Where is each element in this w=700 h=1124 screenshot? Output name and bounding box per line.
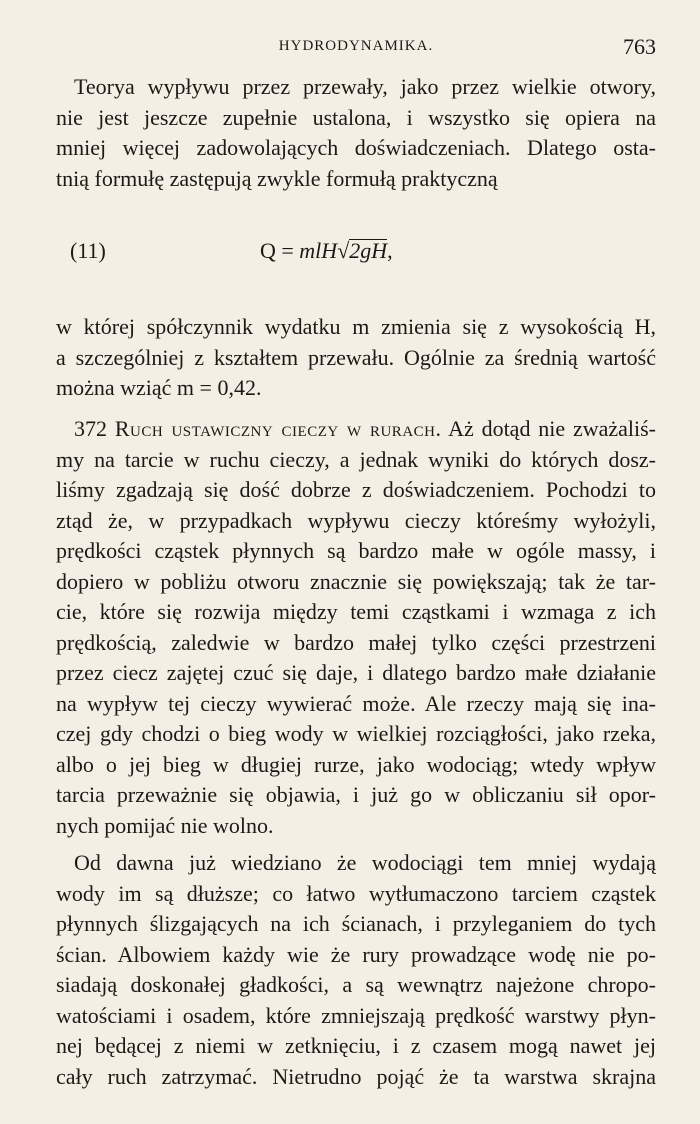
page-number: 763 bbox=[623, 34, 656, 59]
text-line: Teorya wypływu przez przewały, jako przez wielkie otwory, bbox=[74, 74, 656, 99]
text-line: dopiero w pobliżu otworu znacznie się powiększają; tak że tar- bbox=[56, 568, 656, 594]
formula-radicand-text: 2gH bbox=[349, 238, 388, 263]
text-line: my na tarcie w ruchu cieczy, a jednak wyniki do których dosz- bbox=[56, 446, 656, 472]
sqrt-sign: √ bbox=[337, 238, 350, 263]
text-line: tnią formułę zastępują zwykle formułą praktyczną bbox=[56, 165, 498, 191]
sqrt-radicand bbox=[349, 239, 387, 262]
text-line: nej będącej z niemi w zetknięciu, i z czasem mogą nawet jej bbox=[56, 1033, 656, 1058]
text-line: nych pomijać nie wolno. bbox=[56, 812, 274, 838]
formula-trailing: , bbox=[387, 238, 393, 263]
text-line: watościami i osadem, które zmniejszają prędkość warstwy płyn- bbox=[56, 1002, 656, 1028]
text-line: prędkości cząstek płynnych są bardzo małe w ogóle massy, i bbox=[56, 538, 656, 563]
section-title: Ruch ustawiczny cieczy w rurach. bbox=[114, 416, 442, 441]
text-line: na wypływ tej cieczy wywierać może. Ale rzeczy mają się ina- bbox=[56, 690, 656, 716]
text-line: tarcia przeważnie się objawia, i już go w obliczaniu sił opor- bbox=[56, 782, 656, 807]
text-line: płynnych ślizgających na ich ścianach, i przyleganiem do tych bbox=[56, 911, 656, 936]
paragraph-2 bbox=[56, 312, 656, 404]
formula-number: (11) bbox=[70, 238, 106, 263]
text-line: wody im są dłuższe; co łatwo wytłumaczono tarciem cząstek bbox=[56, 880, 656, 906]
paragraph-4 bbox=[56, 848, 656, 1092]
formula-coefficient: mlH bbox=[299, 238, 338, 263]
text-line: liśmy zgadzają się dość dobrze z doświadczeniem. Pochodzi to bbox=[56, 477, 656, 502]
text-line: czej gdy chodzi o bieg wody w wielkiej rozciągłości, jako rzeka, bbox=[56, 721, 656, 746]
section-372 bbox=[56, 414, 656, 841]
text-line: mniej więcej zadowolających doświadczeniach. Dlatego osta- bbox=[56, 135, 656, 160]
section-number: 372 bbox=[74, 416, 107, 441]
formula-11 bbox=[70, 238, 670, 270]
text-line: ztąd że, w przypadkach wypływu cieczy któreśmy wyłożyli, bbox=[56, 507, 656, 533]
text-line: cie, które się rozwija między temi cząstkami i wzmaga z ich bbox=[56, 599, 656, 624]
section-heading-line bbox=[56, 414, 656, 445]
paragraph-1 bbox=[56, 72, 656, 194]
formula-lhs: Q = bbox=[260, 238, 300, 263]
text-line: cały ruch zatrzymać. Nietrudno pojąć że ta warstwa skrajna bbox=[56, 1063, 656, 1089]
formula-expression bbox=[260, 238, 393, 264]
text-line: nie jest jeszcze zupełnie ustalona, i wszystko się opiera na bbox=[56, 104, 656, 130]
text-line: prędkością, zaledwie w bardzo małej tylko części przestrzeni bbox=[56, 629, 656, 655]
text-line: a szczególniej z kształtem przewału. Ogólnie za średnią wartość bbox=[56, 344, 656, 370]
section-first-line-rest: Aż dotąd nie zważaliś- bbox=[448, 416, 656, 441]
text-line: ścian. Albowiem każdy wie że rury prowadzące wodę nie po- bbox=[56, 941, 656, 967]
running-title: HYDRODYNAMIKA. bbox=[278, 38, 434, 54]
text-line: albo o jej bieg w długiej rurze, jako wodociąg; wtedy wpływ bbox=[56, 751, 656, 777]
text-line: Od dawna już wiedziano że wodociągi tem mniej wydają bbox=[74, 850, 656, 875]
page-header bbox=[56, 34, 656, 62]
text-line: można wziąć m = 0,42. bbox=[56, 375, 262, 400]
text-line: siadają doskonałej gładkości, a są wewnątrz najeżone chropo- bbox=[56, 972, 656, 997]
text-line: przez ciecz zajętej czuć się daje, i dlatego bardzo małe działanie bbox=[56, 660, 656, 685]
text-line: w której spółczynnik wydatku m zmienia się z wysokością H, bbox=[56, 314, 656, 339]
